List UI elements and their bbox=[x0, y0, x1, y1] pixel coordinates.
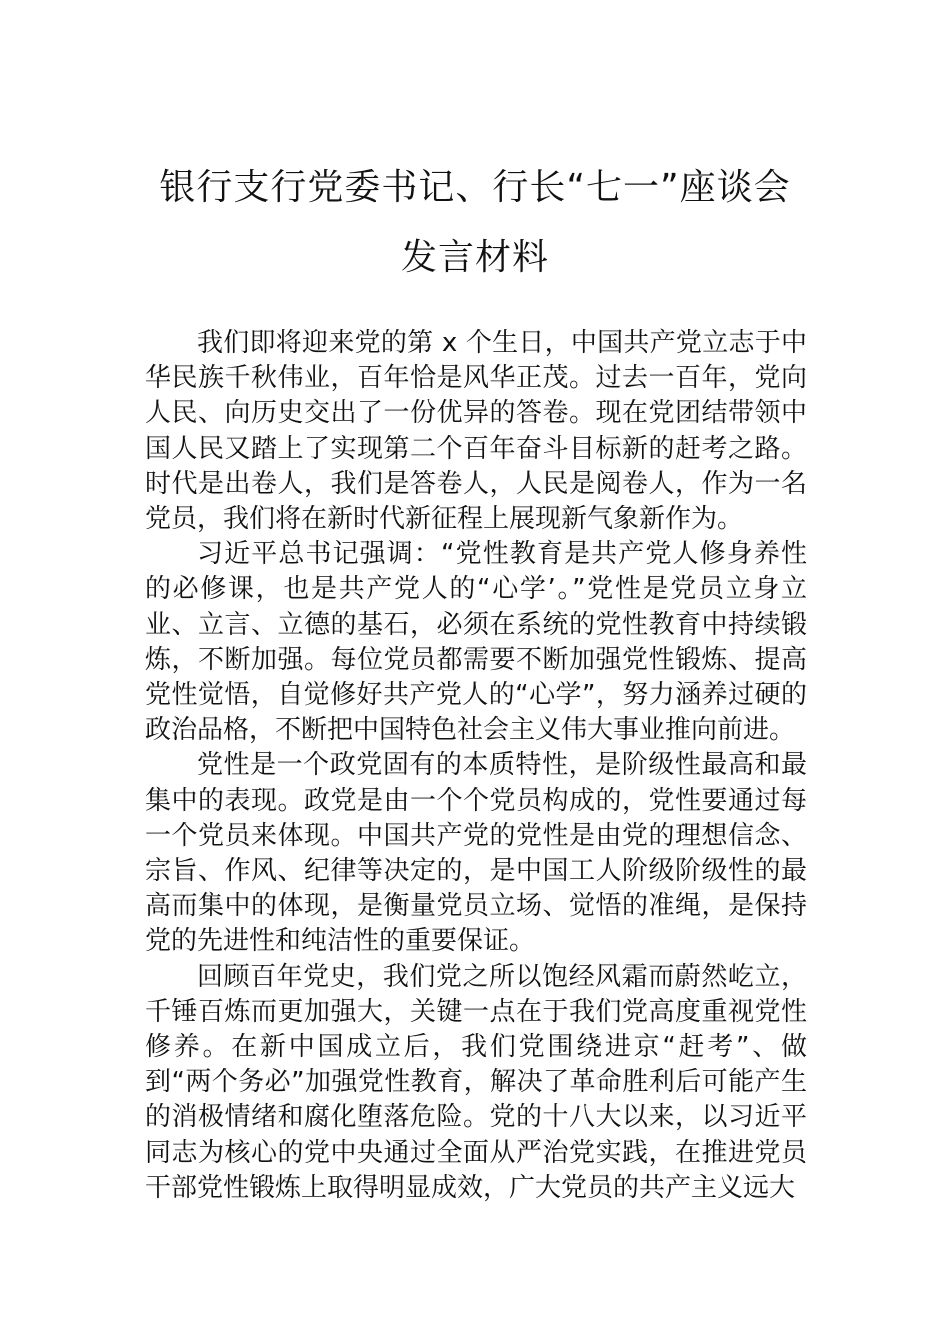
document-title-line-1: 银行支行党委书记、行长“七一”座谈会 bbox=[159, 167, 791, 208]
paragraph-2: 习近平总书记强调：“党性教育是共产党人修身养性的必修课，也是共产党人的“心学’。”党性是党员立身立业、立言、立德的基石，必须在系统的党性教育中持续锻炼，不断加强。每位党员都需要不断加强党性锻炼、提高党性觉悟，自觉修好共产党人的“心学”，努力涵养过硬的政治品格，不断把中国特色社会主义伟大事业推向前进。 bbox=[145, 539, 807, 746]
paragraph-4: 回顾百年党史，我们党之所以饱经风霜而蔚然屹立，千锤百炼而更加强大，关键一点在于我们党高度重视党性修养。在新中国成立后，我们党围绕进京“赶考”、做到“两个务必”加强党性教育，解决了革命胜利后可能产生的消极情绪和腐化堕落危险。党的十八大以来，以习近平同志为核心的党中央通过全面从严治党实践，在推进党员干部党性锻炼上取得明显成效，广大党员的共产主义远大 bbox=[145, 961, 807, 1203]
document-body bbox=[145, 326, 807, 1206]
paragraph-1: 我们即将迎来党的第 x 个生日，中国共产党立志于中华民族千秋伟业，百年恰是风华正茂。过去一百年，党向人民、向历史交出了一份优异的答卷。现在党团结带领中国人民又踏上了实现第二个百年奋斗目标新的赶考之路。时代是出卷人，我们是答卷人，人民是阅卷人，作为一名党员，我们将在新时代新征程上展现新气象新作为。 bbox=[145, 328, 807, 535]
document-title-line-2: 发言材料 bbox=[400, 237, 549, 278]
paragraph-3: 党性是一个政党固有的本质特性，是阶级性最高和最集中的表现。政党是由一个个党员构成的，党性要通过每一个党员来体现。中国共产党的党性是由党的理想信念、宗旨、作风、纪律等决定的，是中国工人阶级阶级性的最高而集中的体现，是衡量党员立场、觉悟的准绳，是保持党的先进性和纯洁性的重要保证。 bbox=[145, 750, 807, 957]
